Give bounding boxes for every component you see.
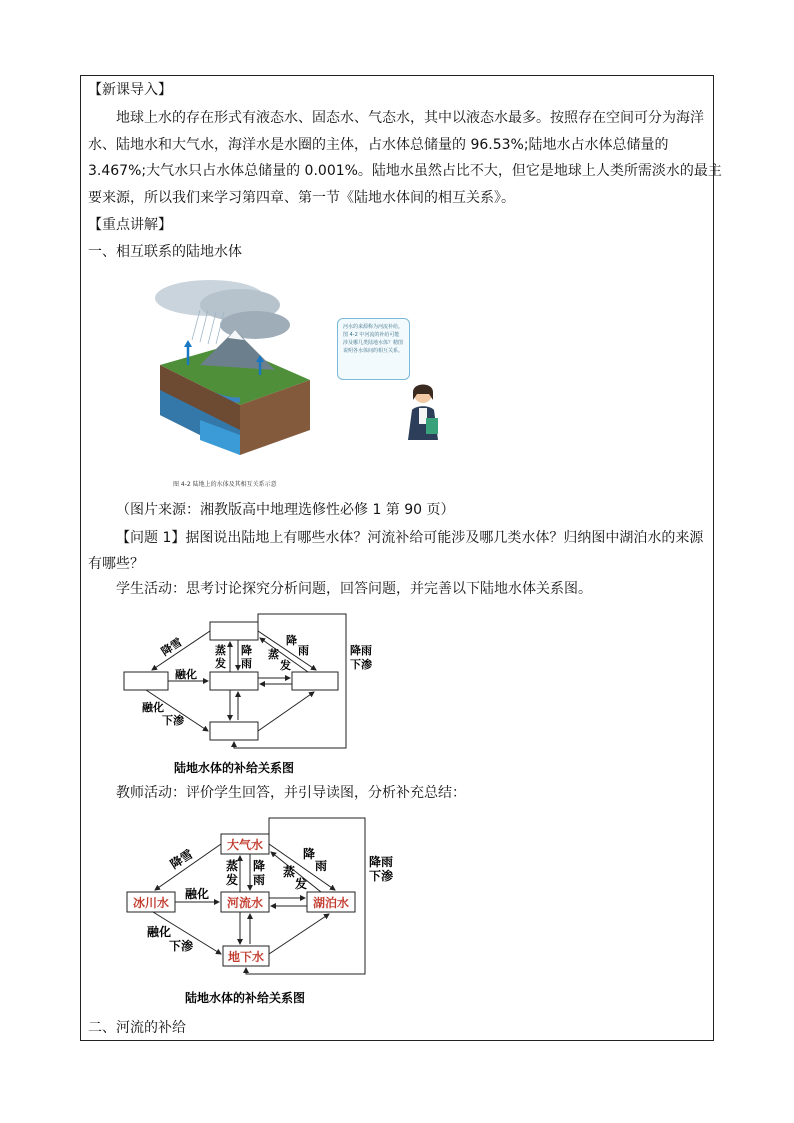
image-source: （图片来源：湘教版高中地理选修性必修 1 第 90 页） (116, 502, 455, 518)
section-2-title: 二、河流的补给 (88, 1020, 186, 1036)
box-glacier (124, 672, 168, 690)
label2-rain-seep-2: 下渗 (369, 869, 394, 883)
node-river: 河流水 (226, 896, 264, 910)
node-glacier: 冰川水 (132, 896, 170, 910)
focus-heading: 【重点讲解】 (88, 217, 172, 233)
label2-melt: 融化 (185, 887, 210, 901)
intro-heading: 【新课导入】 (88, 82, 172, 98)
label-evap-diag-1: 蒸 (268, 648, 279, 661)
label2-melt-seep-1: 融化 (147, 925, 172, 939)
label-evap-diag-2: 发 (280, 659, 291, 672)
label2-rain-1: 降 (253, 859, 266, 873)
node-groundwater: 地下水 (227, 950, 265, 964)
box-river (210, 672, 258, 690)
intro-line-1: 地球上水的存在形式有液态水、固态水、气态水，其中以液态水最多。按照存在空间可分为海洋 (116, 110, 704, 126)
diagram-1-title: 陆地水体的补给关系图 (174, 761, 295, 775)
label2-rain-2: 雨 (253, 873, 266, 887)
label2-rain-diag-1: 降 (303, 847, 316, 861)
box-lake (292, 672, 338, 690)
diagram-2-title: 陆地水体的补给关系图 (185, 991, 306, 1005)
water-cycle-illustration (140, 270, 320, 480)
label2-evap-diag-2: 发 (295, 877, 308, 891)
label2-evap-1: 蒸 (226, 859, 239, 873)
label-evap-1: 蒸 (215, 644, 226, 657)
blank-relation-diagram (110, 610, 390, 780)
intro-line-4: 要来源，所以我们来学习第四章、第一节《陆地水体间的相互关系》。 (88, 190, 515, 206)
completed-relation-diagram (115, 812, 405, 1010)
label-rain-2: 雨 (241, 657, 252, 670)
label2-evap-2: 发 (226, 873, 239, 887)
label-evap-2: 发 (215, 657, 226, 670)
figure-caption: 图 4-2 陆地上的水体及其相互关系示意 (173, 481, 277, 488)
teacher-activity: 教师活动：评价学生回答，并引导读图，分析补充总结： (116, 785, 466, 801)
question-1-line-1: 【问题 1】据图说出陆地上有哪些水体？河流补给可能涉及哪几类水体？归纳图中湖泊水的来源 (116, 530, 704, 546)
label2-rain-seep-1: 降雨 (369, 855, 394, 869)
box-atmosphere (210, 622, 258, 640)
label-rain-1: 降 (241, 644, 252, 657)
box-groundwater (210, 722, 258, 740)
student-activity: 学生活动：思考讨论探究分析问题，回答问题，并完善以下陆地水体关系图。 (116, 581, 592, 597)
question-1-line-2: 有哪些？ (88, 556, 144, 572)
intro-line-3: 3.467%;大气水只占水体总储量的 0.001%。陆地水虽然占比不大，但它是地球上人类所需淡水的最主 (88, 163, 722, 179)
label-melt-seep-1: 融化 (142, 701, 164, 714)
label-snow: 降雪 (158, 635, 185, 659)
label-melt: 融化 (175, 668, 197, 681)
label-rain-diag-1: 降 (286, 634, 297, 647)
teacher-character (398, 380, 448, 442)
node-atmosphere: 大气水 (226, 838, 264, 852)
label2-melt-seep-2: 下渗 (169, 939, 194, 953)
label-rain-seep-2: 下渗 (350, 658, 372, 671)
label-rain-diag-2: 雨 (298, 644, 309, 657)
intro-line-2: 水、陆地水和大气水，海洋水是水圈的主体，占水体总储量的 96.53%;陆地水占水体总储量的 (88, 137, 669, 153)
label-rain-seep-1: 降雨 (350, 644, 372, 657)
label-melt-seep-2: 下渗 (162, 714, 184, 727)
speech-bubble: 河水的来源称为河流补给。图 4-2 中河流的补给可能涉及哪几类陆地水体？精图说明各水体间的相互关系。 (337, 318, 410, 380)
node-lake: 湖泊水 (312, 896, 350, 910)
label2-evap-diag-1: 蒸 (283, 865, 296, 879)
label2-rain-diag-2: 雨 (315, 859, 328, 873)
label2-snow: 降雪 (167, 846, 196, 872)
section-1-title: 一、相互联系的陆地水体 (88, 244, 242, 260)
